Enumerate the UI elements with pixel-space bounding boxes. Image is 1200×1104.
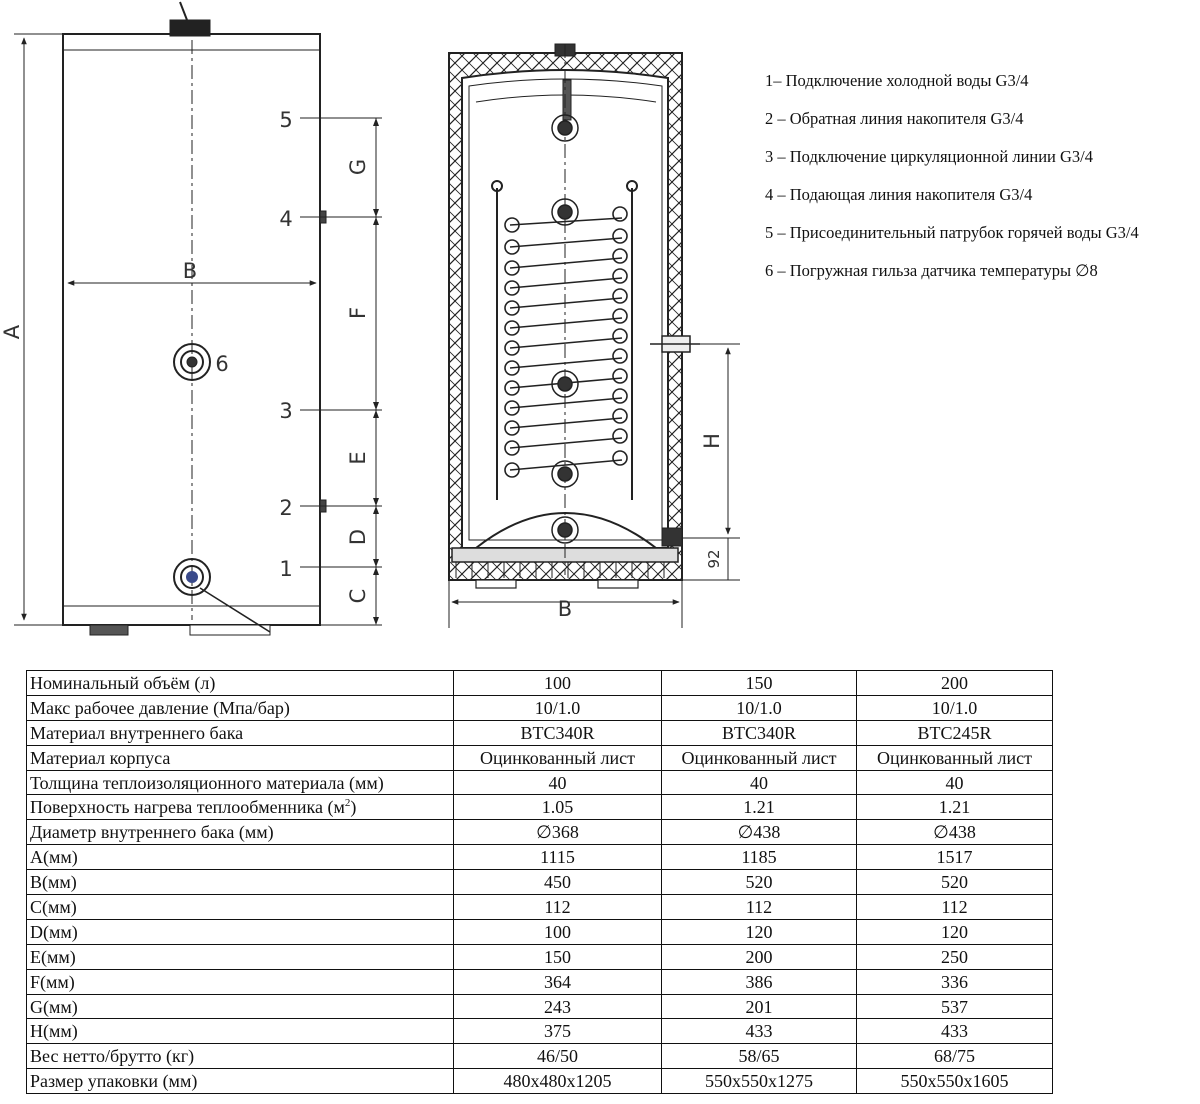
model-value-3: 537 — [857, 994, 1053, 1019]
parameter-name — [27, 845, 454, 870]
legend-text: Подключение холодной воды G3/4 — [785, 71, 1029, 90]
legend-text: Подающая линия накопителя G3/4 — [789, 185, 1033, 204]
model-value-2: 112 — [662, 895, 857, 920]
parameter-label: Номинальный объём (л) — [30, 672, 216, 693]
model-value-3: Оцинкованный лист — [857, 745, 1053, 770]
legend-text: Обратная линия накопителя G3/4 — [789, 109, 1024, 128]
model-value-1: 10/1.0 — [454, 695, 662, 720]
model-value-3: 200 — [857, 671, 1053, 696]
model-value-3: ∅438 — [857, 820, 1053, 845]
parameter-label: C(мм) — [30, 896, 77, 917]
table-row — [27, 1044, 1053, 1069]
connection-number-4: 4 — [279, 207, 293, 231]
dim-label-c: C — [346, 588, 370, 604]
parameter-name — [27, 969, 454, 994]
specifications-body — [27, 671, 1053, 1094]
section-view — [449, 44, 740, 628]
table-row — [27, 870, 1053, 895]
dim-label-f: F — [346, 306, 370, 320]
model-value-3: 68/75 — [857, 1044, 1053, 1069]
table-row — [27, 820, 1053, 845]
model-value-2: 10/1.0 — [662, 695, 857, 720]
parameter-label: H(мм) — [30, 1021, 78, 1042]
model-value-3: 10/1.0 — [857, 695, 1053, 720]
dim-label-d: D — [346, 528, 370, 546]
legend-item: 3 – Подключение циркуляционной линии G3/4 — [765, 147, 1094, 166]
parameter-label: Макс рабочее давление (Мпа/бар) — [30, 697, 290, 718]
model-value-3: 120 — [857, 919, 1053, 944]
parameter-label-end: ) — [350, 797, 357, 818]
model-value-2: 1185 — [662, 845, 857, 870]
parameter-label: Поверхность нагрева теплообменника (м — [30, 797, 345, 818]
model-value-1: ∅368 — [454, 820, 662, 845]
specifications-table — [26, 670, 1053, 1094]
parameter-name — [27, 671, 454, 696]
model-value-1: 40 — [454, 770, 662, 795]
model-value-2: 1.21 — [662, 795, 857, 820]
parameter-name — [27, 1044, 454, 1069]
model-value-2: 520 — [662, 870, 857, 895]
legend-text: Присоединительный патрубок горячей воды G3/4 — [789, 223, 1139, 242]
legend-text: Погружная гильза датчика температуры ∅8 — [789, 261, 1098, 280]
model-value-2: BTC340R — [662, 720, 857, 745]
table-row — [27, 895, 1053, 920]
model-value-2: 433 — [662, 1019, 857, 1044]
parameter-name — [27, 870, 454, 895]
connection-number-3: 3 — [279, 399, 293, 423]
model-value-1: 375 — [454, 1019, 662, 1044]
connection-number-2: 2 — [279, 496, 293, 520]
table-row — [27, 969, 1053, 994]
unit-superscript: 2 — [344, 797, 351, 810]
legend-number: 2 — [765, 109, 774, 128]
table-row — [27, 745, 1053, 770]
table-row — [27, 770, 1053, 795]
table-row — [27, 994, 1053, 1019]
model-value-1: 450 — [454, 870, 662, 895]
parameter-label: E(мм) — [30, 946, 76, 967]
model-value-1: 243 — [454, 994, 662, 1019]
parameter-name — [27, 919, 454, 944]
dim-label-e: E — [346, 451, 370, 465]
model-value-3: 112 — [857, 895, 1053, 920]
table-row — [27, 845, 1053, 870]
model-value-3: 433 — [857, 1019, 1053, 1044]
parameter-name — [27, 1019, 454, 1044]
legend-text: Подключение циркуляционной линии G3/4 — [789, 147, 1094, 166]
legend-number: 4 — [765, 185, 774, 204]
model-value-3: 40 — [857, 770, 1053, 795]
model-value-3: BTC245R — [857, 720, 1053, 745]
parameter-label: Толщина теплоизоляционного материала (мм) — [30, 772, 384, 793]
model-value-3: 336 — [857, 969, 1053, 994]
model-value-3: 1517 — [857, 845, 1053, 870]
parameter-label: Материал внутреннего бака — [30, 722, 244, 743]
front-view — [14, 2, 382, 635]
model-value-2: 120 — [662, 919, 857, 944]
model-value-1: BTC340R — [454, 720, 662, 745]
parameter-name — [27, 695, 454, 720]
parameter-name — [27, 944, 454, 969]
model-value-1: 100 — [454, 671, 662, 696]
connection-number-6: 6 — [215, 352, 229, 376]
legend-item: 5 – Присоединительный патрубок горячей воды G3/4 — [765, 223, 1139, 242]
table-row — [27, 1069, 1053, 1094]
model-value-2: 201 — [662, 994, 857, 1019]
table-row — [27, 695, 1053, 720]
legend-number: 6 — [765, 261, 774, 280]
parameter-label: B(мм) — [30, 872, 77, 893]
model-value-2: 150 — [662, 671, 857, 696]
table-row — [27, 671, 1053, 696]
model-value-3: 1.21 — [857, 795, 1053, 820]
connection-number-1: 1 — [279, 557, 293, 581]
parameter-name — [27, 720, 454, 745]
dim-label-g: G — [346, 158, 370, 176]
table-row — [27, 795, 1053, 820]
legend-item: 1– Подключение холодной воды G3/4 — [765, 71, 1029, 90]
parameter-label: D(мм) — [30, 921, 78, 942]
table-row — [27, 944, 1053, 969]
parameter-name — [27, 1069, 454, 1094]
parameter-name — [27, 994, 454, 1019]
legend-number: 5 — [765, 223, 774, 242]
connection-number-5: 5 — [279, 108, 293, 132]
legend-number: 1 — [765, 71, 774, 90]
connection-legend — [765, 62, 1139, 290]
model-value-3: 520 — [857, 870, 1053, 895]
model-value-1: 1.05 — [454, 795, 662, 820]
parameter-label: A(мм) — [30, 847, 78, 868]
parameter-label: Диаметр внутреннего бака (мм) — [30, 822, 274, 843]
parameter-label: Вес нетто/брутто (кг) — [30, 1046, 195, 1067]
parameter-name — [27, 770, 454, 795]
parameter-label: Размер упаковки (мм) — [30, 1071, 198, 1092]
model-value-2: Оцинкованный лист — [662, 745, 857, 770]
model-value-1: 112 — [454, 895, 662, 920]
model-value-1: 364 — [454, 969, 662, 994]
model-value-1: 480x480x1205 — [454, 1069, 662, 1094]
dim-label-a: A — [0, 324, 24, 340]
parameter-label: G(мм) — [30, 996, 78, 1017]
model-value-1: Оцинкованный лист — [454, 745, 662, 770]
table-row — [27, 720, 1053, 745]
legend-item: 6 – Погружная гильза датчика температуры ∅8 — [765, 261, 1098, 280]
parameter-label: F(мм) — [30, 971, 75, 992]
legend-number: 3 — [765, 147, 774, 166]
dim-label-92: 92 — [705, 549, 723, 569]
model-value-1: 1115 — [454, 845, 662, 870]
model-value-2: 386 — [662, 969, 857, 994]
table-row — [27, 919, 1053, 944]
parameter-name — [27, 895, 454, 920]
model-value-3: 550x550x1605 — [857, 1069, 1053, 1094]
parameter-label: Материал корпуса — [30, 747, 171, 768]
table-row — [27, 1019, 1053, 1044]
model-value-1: 150 — [454, 944, 662, 969]
parameter-name — [27, 795, 454, 820]
model-value-2: 40 — [662, 770, 857, 795]
model-value-3: 250 — [857, 944, 1053, 969]
dim-label-b-section: B — [557, 597, 573, 621]
model-value-2: 58/65 — [662, 1044, 857, 1069]
model-value-2: ∅438 — [662, 820, 857, 845]
parameter-name — [27, 820, 454, 845]
model-value-1: 100 — [454, 919, 662, 944]
model-value-2: 550x550x1275 — [662, 1069, 857, 1094]
dim-label-b-front: B — [182, 259, 198, 283]
model-value-1: 46/50 — [454, 1044, 662, 1069]
legend-item: 2 – Обратная линия накопителя G3/4 — [765, 109, 1024, 128]
parameter-name — [27, 745, 454, 770]
legend-item: 4 – Подающая линия накопителя G3/4 — [765, 185, 1033, 204]
dim-label-h: H — [700, 433, 724, 449]
model-value-2: 200 — [662, 944, 857, 969]
